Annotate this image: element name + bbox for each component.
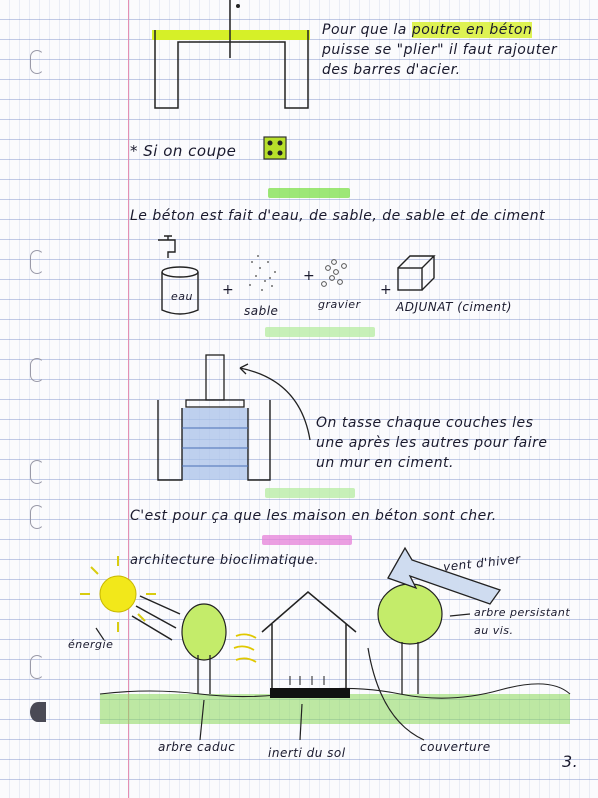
couverture-label: couverture — [420, 740, 491, 754]
energie-label: énergie — [68, 638, 114, 651]
label-sable: sable — [244, 304, 279, 318]
tasse-line-1: On tasse chaque couches les — [316, 415, 534, 431]
archi-title: architecture bioclimatique. — [130, 553, 320, 568]
tasse-line-2: une après les autres pour faire — [316, 435, 548, 451]
page-number: 3. — [562, 752, 579, 771]
arbre-persistant-line-2: au vis. — [474, 624, 514, 637]
arbre-persistant-label — [474, 604, 570, 640]
tasse-line-3: un mur en ciment. — [316, 455, 454, 471]
inerti-label: inerti du sol — [268, 746, 346, 760]
si-on-coupe-text: * Si on coupe — [130, 142, 237, 160]
arbre-caduc-label: arbre caduc — [158, 740, 236, 754]
cher-sentence: C'est pour ça que les maison en béton sont cher. — [130, 508, 497, 524]
intro-line-3: des barres d'acier. — [322, 62, 461, 78]
label-eau: eau — [171, 290, 193, 303]
intro-text — [322, 20, 557, 80]
arbre-persistant-line-1: arbre persistant — [474, 606, 571, 619]
sand-dots — [249, 255, 276, 291]
plus-sign: + — [222, 282, 235, 298]
gravel-drawing — [322, 260, 347, 287]
plus-sign: + — [380, 282, 393, 298]
bioclimatic-drawing — [80, 548, 570, 740]
beton-sentence: Le béton est fait d'eau, de sable, de sable et de ciment — [130, 208, 546, 224]
vent-label: vent d'hiver — [442, 551, 522, 575]
tasse-text — [316, 413, 548, 473]
intro-highlight: poutre en béton — [411, 22, 533, 38]
label-adjuvant: ADJUNAT (ciment) — [396, 300, 512, 314]
cement-cube-drawing — [398, 256, 434, 290]
rebar-cross-section — [264, 137, 286, 159]
intro-line-1: Pour que la — [322, 22, 412, 38]
plus-sign: + — [303, 268, 316, 284]
label-gravier: gravier — [318, 298, 361, 311]
wall-formwork-drawing — [158, 355, 310, 480]
concrete-beam-drawing — [152, 0, 310, 108]
intro-line-2: puisse se "plier" il faut rajouter — [322, 42, 558, 58]
